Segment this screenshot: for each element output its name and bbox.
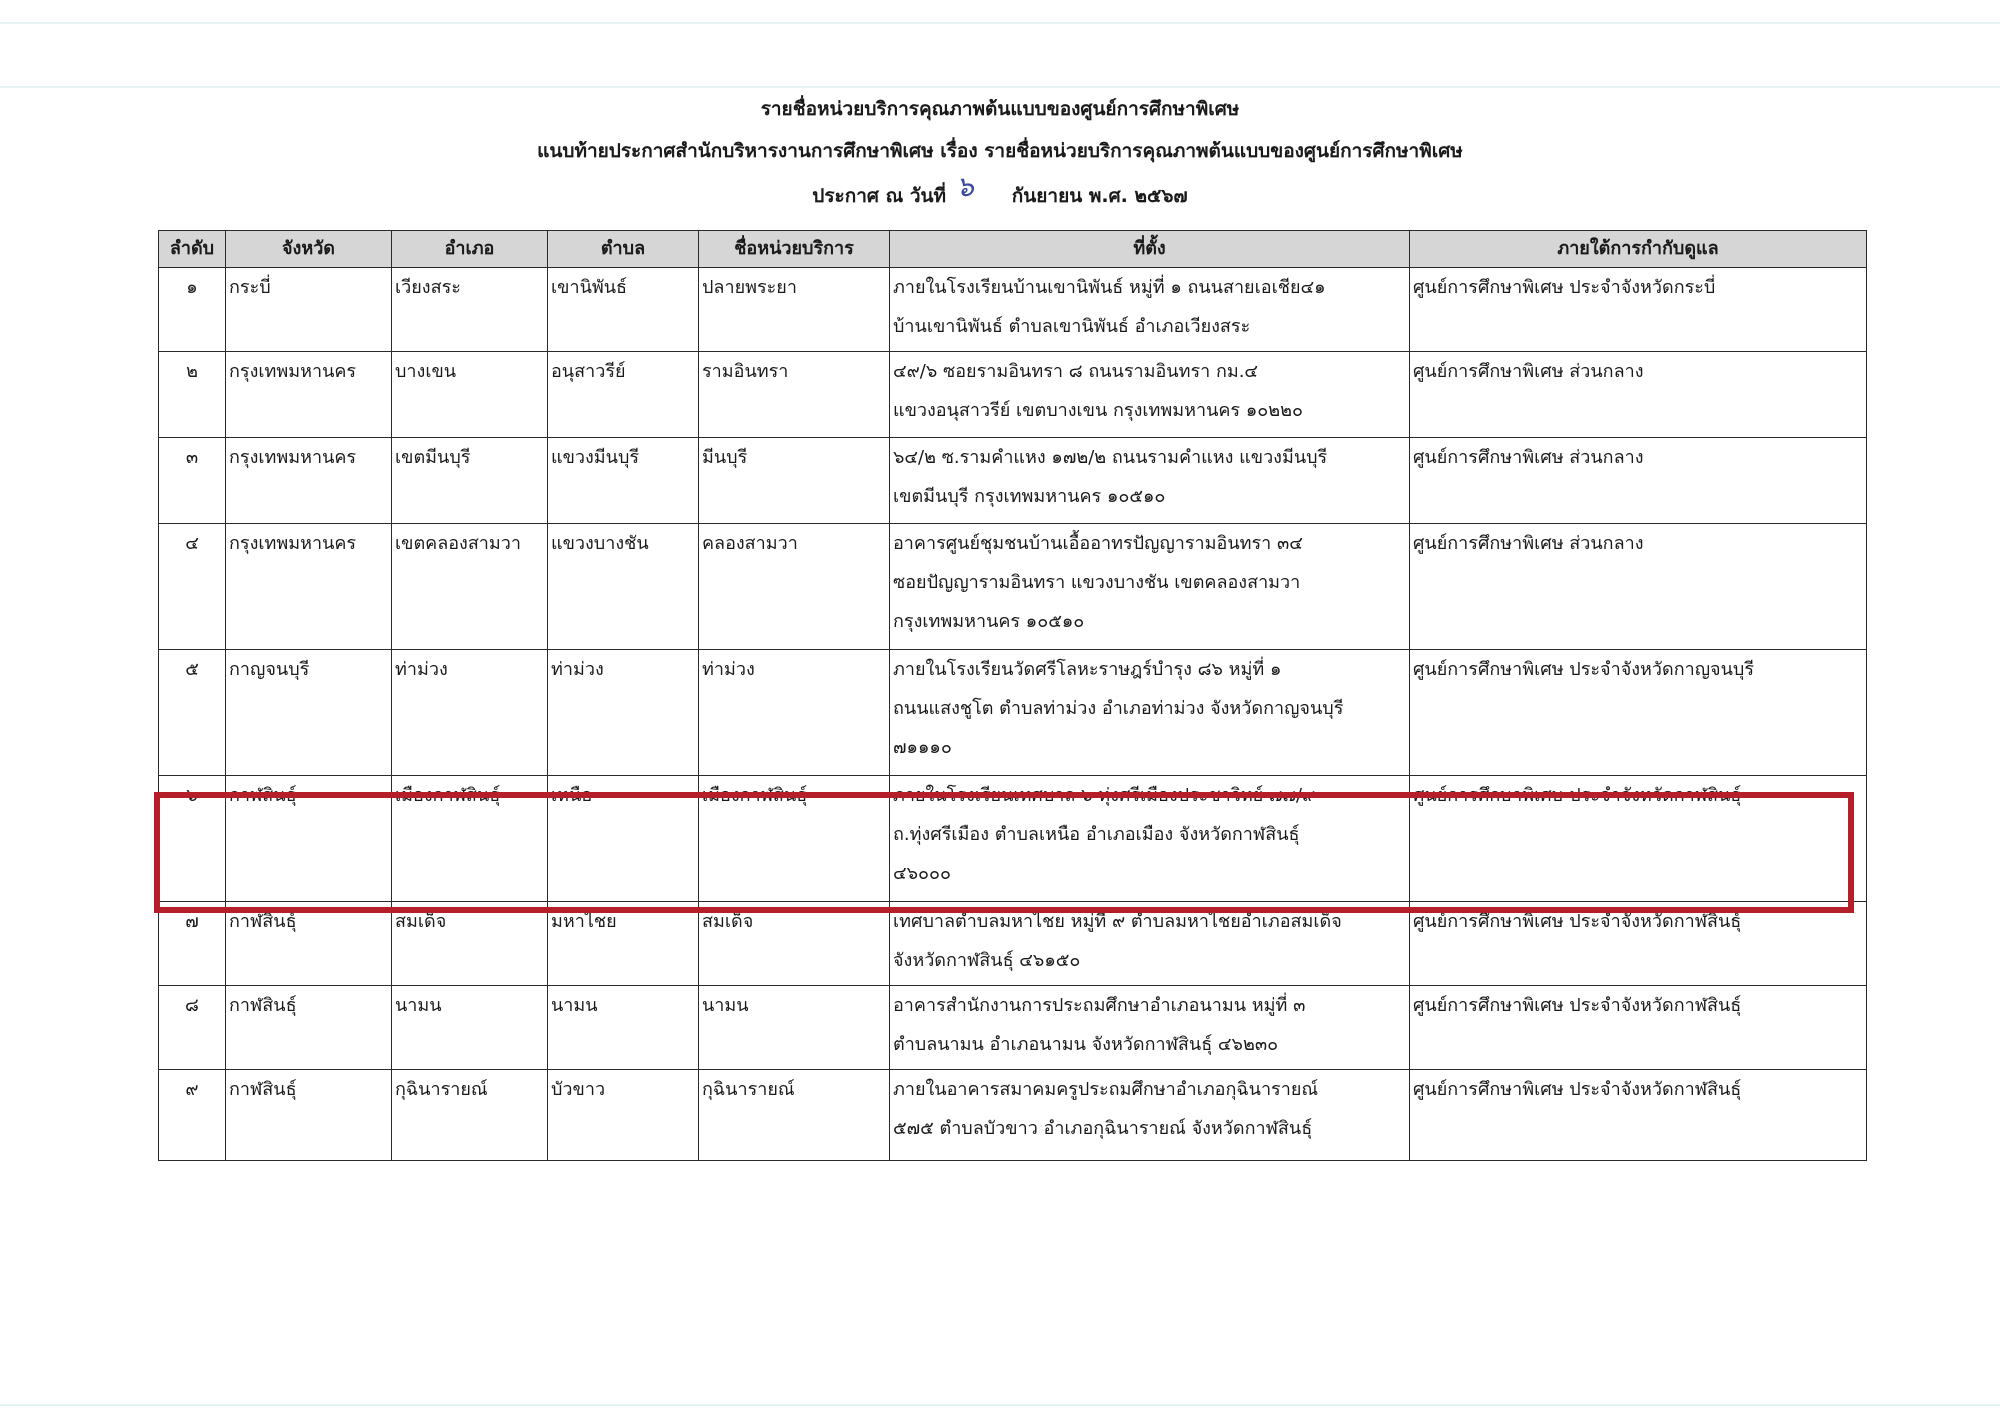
document-title: รายชื่อหน่วยบริการคุณภาพต้นแบบของศูนย์การศึกษาพิเศษ [760, 98, 1240, 120]
cell-district: นามน [392, 986, 548, 1070]
cell-no: ๗ [159, 902, 226, 986]
cell-district: สมเด็จ [392, 902, 548, 986]
cell-subdistrict: บัวขาว [548, 1070, 699, 1161]
cell-no: ๒ [159, 352, 226, 438]
cell-supervisor: ศูนย์การศึกษาพิเศษ ประจำจังหวัดกาฬสินธุ์ [1410, 776, 1867, 902]
cell-district: กุฉินารายณ์ [392, 1070, 548, 1161]
cell-district: บางเขน [392, 352, 548, 438]
service-unit-table [158, 230, 1867, 1161]
cell-subdistrict: นามน [548, 986, 699, 1070]
date-suffix: กันยายน พ.ศ. ๒๕๖๗ [1011, 185, 1188, 207]
cell-subdistrict: เหนือ [548, 776, 699, 902]
table-row [159, 268, 1867, 352]
column-header-supervisor: ภายใต้การกำกับดูแล [1410, 231, 1867, 268]
cell-location: ภายในโรงเรียนบ้านเขานิพันธ์ หมู่ที่ ๑ ถนนสายเอเชีย๔๑ บ้านเขานิพันธ์ ตำบลเขานิพันธ์ อำเภอเวียงสระ [890, 268, 1410, 352]
date-prefix: ประกาศ ณ วันที่ [812, 185, 947, 207]
cell-subdistrict: แขวงบางชัน [548, 524, 699, 650]
table-row [159, 438, 1867, 524]
table-row [159, 902, 1867, 986]
cell-no: ๖ [159, 776, 226, 902]
cell-supervisor: ศูนย์การศึกษาพิเศษ ประจำจังหวัดกระบี่ [1410, 268, 1867, 352]
cell-supervisor: ศูนย์การศึกษาพิเศษ ประจำจังหวัดกาฬสินธุ์ [1410, 986, 1867, 1070]
announcement-date [0, 172, 2000, 217]
cell-supervisor: ศูนย์การศึกษาพิเศษ ส่วนกลาง [1410, 438, 1867, 524]
handwritten-day: ๖ [956, 170, 974, 203]
cell-unit: ปลายพระยา [699, 268, 890, 352]
cell-no: ๘ [159, 986, 226, 1070]
column-header-subdistrict: ตำบล [548, 231, 699, 268]
cell-subdistrict: แขวงมีนบุรี [548, 438, 699, 524]
cell-no: ๙ [159, 1070, 226, 1161]
cell-province: กาญจนบุรี [226, 650, 392, 776]
cell-location: ๔๙/๖ ซอยรามอินทรา ๘ ถนนรามอินทรา กม.๔ แขวงอนุสาวรีย์ เขตบางเขน กรุงเทพมหานคร ๑๐๒๒๐ [890, 352, 1410, 438]
cell-unit: มีนบุรี [699, 438, 890, 524]
cell-subdistrict: อนุสาวรีย์ [548, 352, 699, 438]
cell-no: ๑ [159, 268, 226, 352]
cell-province: กรุงเทพมหานคร [226, 438, 392, 524]
cell-province: กระบี่ [226, 268, 392, 352]
cell-province: กาฬสินธุ์ [226, 776, 392, 902]
cell-subdistrict: ท่าม่วง [548, 650, 699, 776]
table-row [159, 986, 1867, 1070]
cell-location: อาคารศูนย์ชุมชนบ้านเอื้ออาทรปัญญารามอินทรา ๓๔ ซอยปัญญารามอินทรา แขวงบางชัน เขตคลองสามวา กรุงเทพมหานคร ๑๐๕๑๐ [890, 524, 1410, 650]
cell-province: กาฬสินธุ์ [226, 902, 392, 986]
scan-artifact-line [0, 22, 2000, 24]
table-row-highlighted [159, 776, 1867, 902]
cell-supervisor: ศูนย์การศึกษาพิเศษ ประจำจังหวัดกาญจนบุรี [1410, 650, 1867, 776]
table-header-row [159, 231, 1867, 268]
cell-supervisor: ศูนย์การศึกษาพิเศษ ส่วนกลาง [1410, 524, 1867, 650]
table-row [159, 352, 1867, 438]
document-header [0, 88, 2000, 217]
cell-location: ๖๔/๒ ซ.รามคำแหง ๑๗๒/๒ ถนนรามคำแหง แขวงมีนบุรี เขตมีนบุรี กรุงเทพมหานคร ๑๐๕๑๐ [890, 438, 1410, 524]
cell-supervisor: ศูนย์การศึกษาพิเศษ ส่วนกลาง [1410, 352, 1867, 438]
column-header-district: อำเภอ [392, 231, 548, 268]
cell-location: ภายในโรงเรียนวัดศรีโลหะราษฎร์บำรุง ๘๖ หมู่ที่ ๑ ถนนแสงชูโต ตำบลท่าม่วง อำเภอท่าม่วง จังหวัดกาญจนบุรี ๗๑๑๑๐ [890, 650, 1410, 776]
cell-unit: นามน [699, 986, 890, 1070]
column-header-province: จังหวัด [226, 231, 392, 268]
cell-supervisor: ศูนย์การศึกษาพิเศษ ประจำจังหวัดกาฬสินธุ์ [1410, 902, 1867, 986]
cell-district: เวียงสระ [392, 268, 548, 352]
cell-no: ๕ [159, 650, 226, 776]
cell-district: ท่าม่วง [392, 650, 548, 776]
cell-location: อาคารสำนักงานการประถมศึกษาอำเภอนามน หมู่ที่ ๓ ตำบลนามน อำเภอนามน จังหวัดกาฬสินธุ์ ๔๖๒๓๐ [890, 986, 1410, 1070]
cell-supervisor: ศูนย์การศึกษาพิเศษ ประจำจังหวัดกาฬสินธุ์ [1410, 1070, 1867, 1161]
cell-unit: คลองสามวา [699, 524, 890, 650]
cell-province: กรุงเทพมหานคร [226, 352, 392, 438]
cell-unit: เมืองกาฬสินธุ์ [699, 776, 890, 902]
cell-province: กาฬสินธุ์ [226, 986, 392, 1070]
cell-province: กรุงเทพมหานคร [226, 524, 392, 650]
table-row [159, 1070, 1867, 1161]
table-row [159, 524, 1867, 650]
cell-unit: สมเด็จ [699, 902, 890, 986]
cell-district: เมืองกาฬสินธุ์ [392, 776, 548, 902]
cell-subdistrict: มหาไชย [548, 902, 699, 986]
column-header-unit: ชื่อหน่วยบริการ [699, 231, 890, 268]
table-row [159, 650, 1867, 776]
column-header-no: ลำดับ [159, 231, 226, 268]
document-subtitle: แนบท้ายประกาศสำนักบริหารงานการศึกษาพิเศษ เรื่อง รายชื่อหน่วยบริการคุณภาพต้นแบบของศูนย์การศึกษาพิเศษ [537, 140, 1463, 162]
cell-no: ๓ [159, 438, 226, 524]
scan-artifact-line [0, 1404, 2000, 1406]
cell-unit: รามอินทรา [699, 352, 890, 438]
cell-district: เขตมีนบุรี [392, 438, 548, 524]
cell-district: เขตคลองสามวา [392, 524, 548, 650]
cell-province: กาฬสินธุ์ [226, 1070, 392, 1161]
cell-location: เทศบาลตำบลมหาไชย หมู่ที่ ๙ ตำบลมหาไชยอำเภอสมเด็จ จังหวัดกาฬสินธุ์ ๔๖๑๕๐ [890, 902, 1410, 986]
cell-unit: ท่าม่วง [699, 650, 890, 776]
cell-subdistrict: เขานิพันธ์ [548, 268, 699, 352]
cell-location: ภายในอาคารสมาคมครูประถมศึกษาอำเภอกุฉินารายณ์ ๕๗๕ ตำบลบัวขาว อำเภอกุฉินารายณ์ จังหวัดกาฬสินธุ์ [890, 1070, 1410, 1161]
cell-unit: กุฉินารายณ์ [699, 1070, 890, 1161]
cell-location: ภายในโรงเรียนเทศบาล ๖ ทุ่งศรีเมืองประชาวิทย์ ๗๗/๙ ถ.ทุ่งศรีเมือง ตำบลเหนือ อำเภอเมือง จังหวัดกาฬสินธุ์ ๔๖๐๐๐ [890, 776, 1410, 902]
cell-no: ๔ [159, 524, 226, 650]
column-header-location: ที่ตั้ง [890, 231, 1410, 268]
